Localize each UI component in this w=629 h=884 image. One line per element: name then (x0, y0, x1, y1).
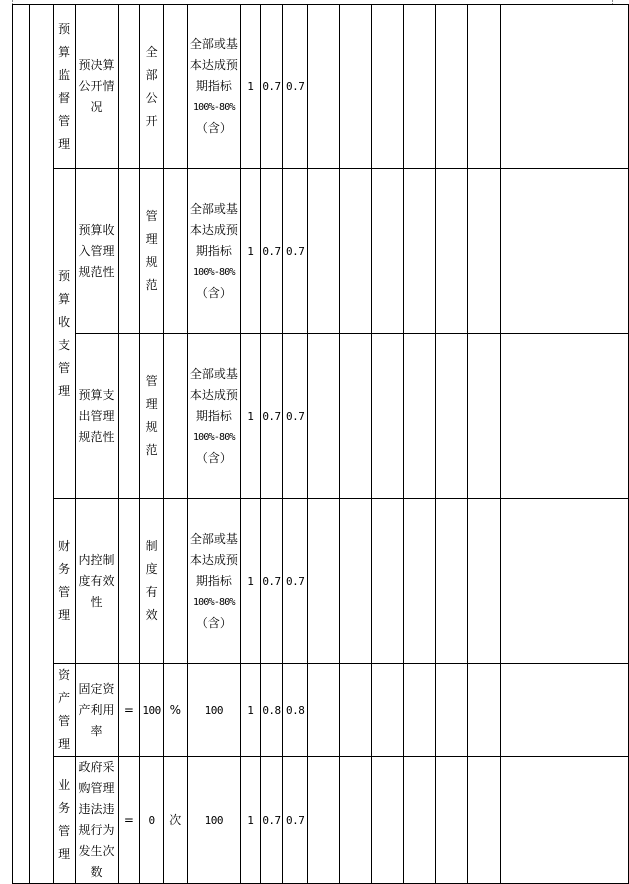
empty-cell (500, 5, 628, 169)
unit-cell (163, 5, 187, 169)
score-cell: 0.7 (260, 499, 283, 664)
score-cell: 0.7 (283, 499, 308, 664)
empty-cell (307, 169, 339, 334)
empty-cell (435, 757, 467, 884)
unit-cell (163, 334, 187, 499)
indicator-cell: 预决算公开情况 (75, 5, 118, 169)
value-cell: 0 (140, 757, 164, 884)
value-cell: 制度有效 (140, 499, 164, 664)
table-row (13, 334, 629, 499)
category-cell: 资产管理 (53, 664, 75, 757)
target-cell: 全部或基本达成预 期指标 100%-80% （含） (187, 5, 240, 169)
empty-cell (403, 169, 435, 334)
empty-cell (339, 334, 371, 499)
empty-cell (403, 499, 435, 664)
score-cell: 0.7 (260, 169, 283, 334)
indicator-cell: 政府采购管理违法违规行为发生次数 (75, 757, 118, 884)
empty-cell (467, 757, 500, 884)
empty-cell (339, 169, 371, 334)
empty-cell (371, 499, 403, 664)
empty-cell (403, 664, 435, 757)
table-row (13, 169, 629, 334)
score-cell: 0.7 (260, 5, 283, 169)
category-cell: 预算监督管理 (53, 5, 75, 169)
value-cell: 全部公开 (140, 5, 164, 169)
empty-cell (307, 499, 339, 664)
indicator-cell: 固定资产利用率 (75, 664, 118, 757)
value-cell: 管理规范 (140, 169, 164, 334)
empty-cell (339, 757, 371, 884)
empty-cell (307, 664, 339, 757)
category-cell: 预算收支管理 (53, 169, 75, 499)
empty-cell (467, 499, 500, 664)
empty-cell (435, 5, 467, 169)
unit-cell (163, 169, 187, 334)
empty-cell (467, 664, 500, 757)
empty-cell (307, 5, 339, 169)
empty-cell (339, 664, 371, 757)
empty-cell (339, 499, 371, 664)
empty-cell (307, 757, 339, 884)
score-cell: 0.8 (260, 664, 283, 757)
operator-cell: = (118, 664, 140, 757)
operator-cell (118, 334, 140, 499)
score-cell: 0.7 (283, 757, 308, 884)
unit-cell: 次 (163, 757, 187, 884)
score-cell: 0.7 (283, 334, 308, 499)
empty-cell (435, 499, 467, 664)
performance-indicator-table (12, 4, 629, 884)
score-cell: 0.7 (260, 757, 283, 884)
value-cell: 管理规范 (140, 334, 164, 499)
score-cell: 0.8 (283, 664, 308, 757)
empty-cell (403, 5, 435, 169)
empty-cell (403, 757, 435, 884)
empty-cell (307, 334, 339, 499)
operator-cell (118, 499, 140, 664)
target-cell: 全部或基本达成预 期指标 100%-80% （含） (187, 499, 240, 664)
empty-cell (500, 169, 628, 334)
weight-cell: 1 (241, 5, 261, 169)
empty-cell (500, 499, 628, 664)
weight-cell: 1 (241, 334, 261, 499)
category-cell: 财务管理 (53, 499, 75, 664)
weight-cell: 1 (241, 757, 261, 884)
indicator-cell: 预算支出管理规范性 (75, 334, 118, 499)
empty-cell (467, 334, 500, 499)
operator-cell (118, 5, 140, 169)
indicator-cell: 内控制度有效性 (75, 499, 118, 664)
empty-cell (435, 664, 467, 757)
empty-cell (500, 757, 628, 884)
empty-cell (500, 334, 628, 499)
weight-cell: 1 (241, 664, 261, 757)
empty-cell (467, 5, 500, 169)
empty-cell (371, 169, 403, 334)
indicator-cell: 预算收入管理规范性 (75, 169, 118, 334)
weight-cell: 1 (241, 169, 261, 334)
empty-cell (435, 334, 467, 499)
empty-cell (500, 664, 628, 757)
unit-cell: % (163, 664, 187, 757)
empty-cell (371, 664, 403, 757)
table-row (13, 757, 629, 884)
empty-cell (403, 334, 435, 499)
target-cell: 100 (187, 757, 240, 884)
empty-cell (467, 169, 500, 334)
target-cell: 全部或基本达成预 期指标 100%-80% （含） (187, 169, 240, 334)
empty-cell (371, 5, 403, 169)
operator-cell: = (118, 757, 140, 884)
score-cell: 0.7 (283, 5, 308, 169)
unit-cell (163, 499, 187, 664)
empty-cell (339, 5, 371, 169)
score-cell: 0.7 (260, 334, 283, 499)
empty-cell (371, 334, 403, 499)
target-cell: 100 (187, 664, 240, 757)
empty-cell (371, 757, 403, 884)
weight-cell: 1 (241, 499, 261, 664)
empty-cell (435, 169, 467, 334)
table-row (13, 499, 629, 664)
table-row (13, 664, 629, 757)
target-cell: 全部或基本达成预 期指标 100%-80% （含） (187, 334, 240, 499)
score-cell: 0.7 (283, 169, 308, 334)
value-cell: 100 (140, 664, 164, 757)
table-row (13, 5, 629, 169)
blank-outer-cell (13, 5, 30, 884)
category-cell: 业务管理 (53, 757, 75, 884)
group-cell (30, 5, 53, 884)
operator-cell (118, 169, 140, 334)
